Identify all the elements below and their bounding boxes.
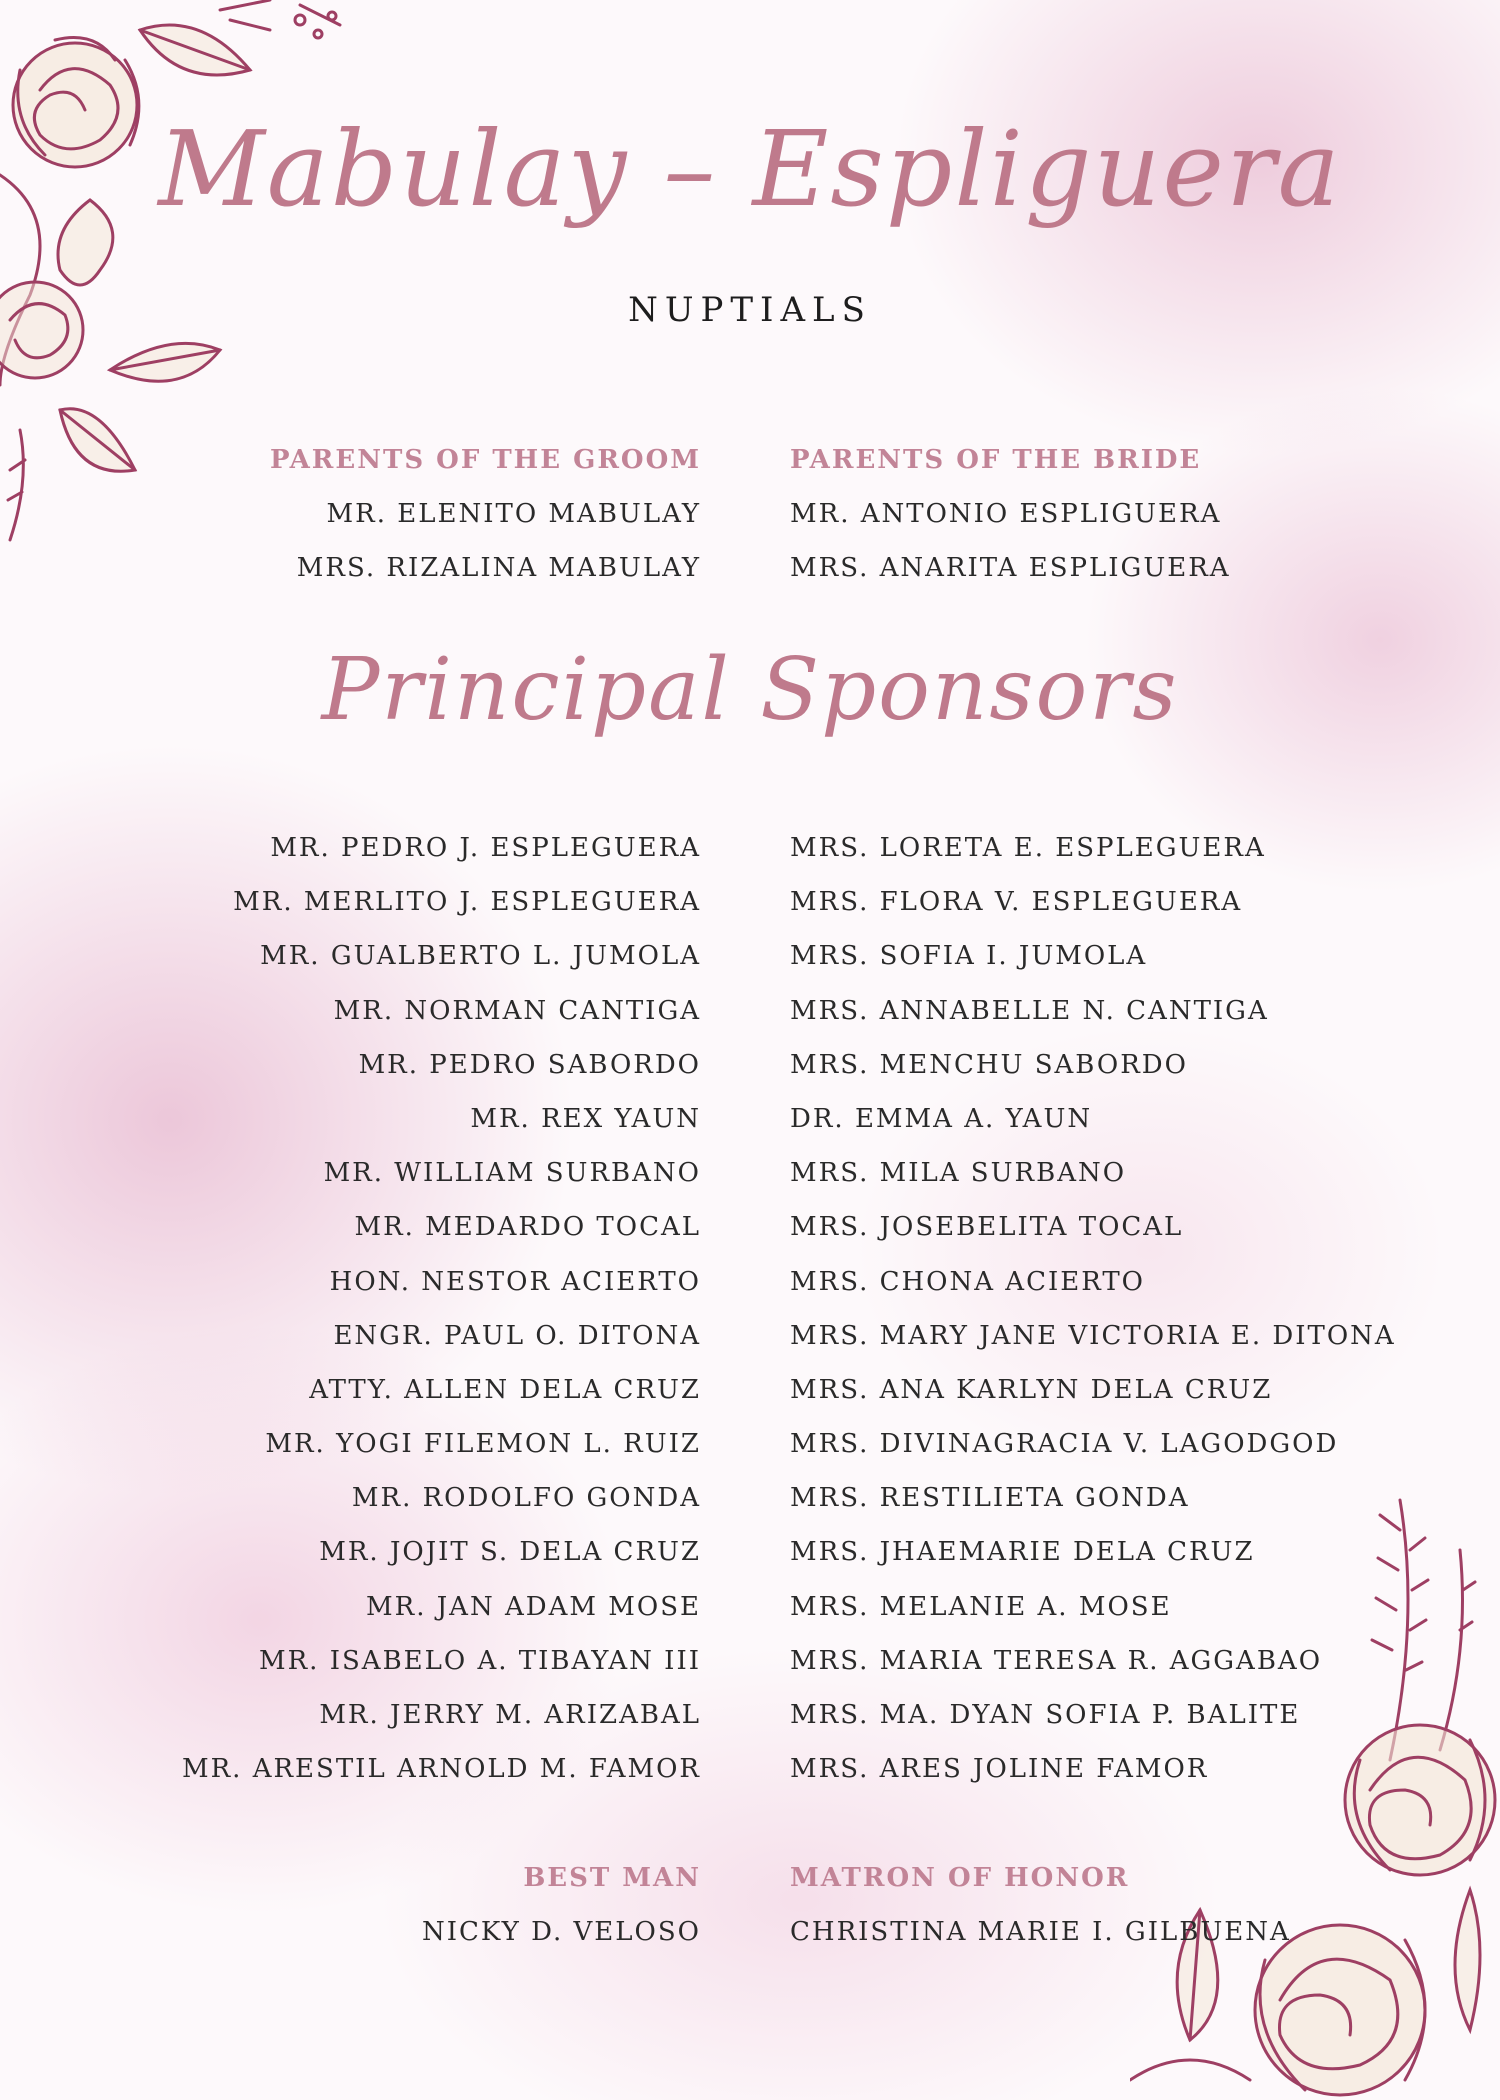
bride-parents-section — [790, 433, 1231, 596]
page-subtitle: NUPTIALS — [628, 290, 872, 330]
groom-mother: MRS. RIZALINA MABULAY — [296, 553, 701, 584]
list-item: ATTY. ALLEN DELA CRUZ — [309, 1374, 701, 1405]
list-item: MRS. MILA SURBANO — [790, 1158, 1127, 1189]
list-item: MR. JAN ADAM MOSE — [366, 1591, 701, 1622]
list-item: MRS. ARES JOLINE FAMOR — [790, 1754, 1209, 1785]
list-item: MRS. SOFIA I. JUMOLA — [790, 941, 1148, 972]
list-item: MRS. JHAEMARIE DELA CRUZ — [790, 1537, 1255, 1568]
list-item: MRS. ANA KARLYN DELA CRUZ — [790, 1374, 1273, 1405]
groom-parents-heading: PARENTS OF THE GROOM — [269, 445, 701, 475]
list-item: MRS. MARIA TERESA R. AGGABAO — [790, 1645, 1323, 1676]
list-item: MR. PEDRO J. ESPLEGUERA — [270, 833, 701, 863]
sponsors-title: Principal Sponsors — [321, 640, 1179, 740]
bride-father: MR. ANTONIO ESPLIGUERA — [790, 499, 1222, 530]
list-item: MR. JOJIT S. DELA CRUZ — [319, 1537, 701, 1568]
list-item: MRS. MENCHU SABORDO — [790, 1049, 1188, 1080]
best-man-name: NICKY D. VELOSO — [422, 1917, 701, 1948]
list-item: MR. NORMAN CANTIGA — [333, 995, 701, 1026]
sponsors-left-column — [182, 821, 701, 1796]
list-item: MR. ARESTIL ARNOLD M. FAMOR — [181, 1754, 701, 1785]
bride-mother: MRS. ANARITA ESPLIGUERA — [790, 553, 1231, 584]
matron-heading: MATRON OF HONOR — [790, 1863, 1130, 1893]
list-item: MRS. CHONA ACIERTO — [790, 1266, 1145, 1297]
bride-parents-heading: PARENTS OF THE BRIDE — [790, 445, 1202, 475]
list-item: MR. JERRY M. ARIZABAL — [319, 1700, 701, 1730]
list-item: MR. REX YAUN — [470, 1103, 701, 1134]
list-item: MRS. ANNABELLE N. CANTIGA — [790, 995, 1269, 1026]
list-item: MRS. RESTILIETA GONDA — [790, 1483, 1190, 1514]
list-item: MR. GUALBERTO L. JUMOLA — [260, 941, 701, 972]
list-item: MR. WILLIAM SURBANO — [323, 1158, 701, 1189]
sponsors-right-column — [790, 821, 1396, 1796]
list-item: MRS. DIVINAGRACIA V. LAGODGOD — [790, 1429, 1339, 1460]
list-item: MRS. MARY JANE VICTORIA E. DITONA — [790, 1320, 1396, 1351]
list-item: HON. NESTOR ACIERTO — [329, 1266, 701, 1297]
groom-father: MR. ELENITO MABULAY — [326, 499, 701, 530]
page-title: Mabulay – Espliguera — [158, 108, 1342, 230]
list-item: MRS. MELANIE A. MOSE — [790, 1591, 1172, 1622]
groom-parents-section — [270, 433, 701, 596]
list-item: MR. MERLITO J. ESPLEGUERA — [233, 887, 701, 918]
list-item: MR. PEDRO SABORDO — [358, 1049, 701, 1080]
list-item: MR. MEDARDO TOCAL — [354, 1212, 701, 1243]
list-item: MR. RODOLFO GONDA — [351, 1483, 701, 1514]
best-man-heading: BEST MAN — [523, 1863, 701, 1893]
best-man-section — [422, 1851, 701, 1959]
list-item: MRS. MA. DYAN SOFIA P. BALITE — [790, 1700, 1301, 1730]
matron-section — [790, 1851, 1291, 1959]
list-item: MRS. FLORA V. ESPLEGUERA — [790, 887, 1243, 918]
list-item: MRS. JOSEBELITA TOCAL — [790, 1212, 1184, 1243]
list-item: MR. ISABELO A. TIBAYAN III — [258, 1645, 701, 1676]
list-item: ENGR. PAUL O. DITONA — [333, 1320, 701, 1351]
list-item: DR. EMMA A. YAUN — [790, 1103, 1093, 1134]
list-item: MRS. LORETA E. ESPLEGUERA — [790, 833, 1266, 863]
list-item: MR. YOGI FILEMON L. RUIZ — [265, 1429, 701, 1460]
matron-name: CHRISTINA MARIE I. GILBUENA — [790, 1917, 1291, 1948]
